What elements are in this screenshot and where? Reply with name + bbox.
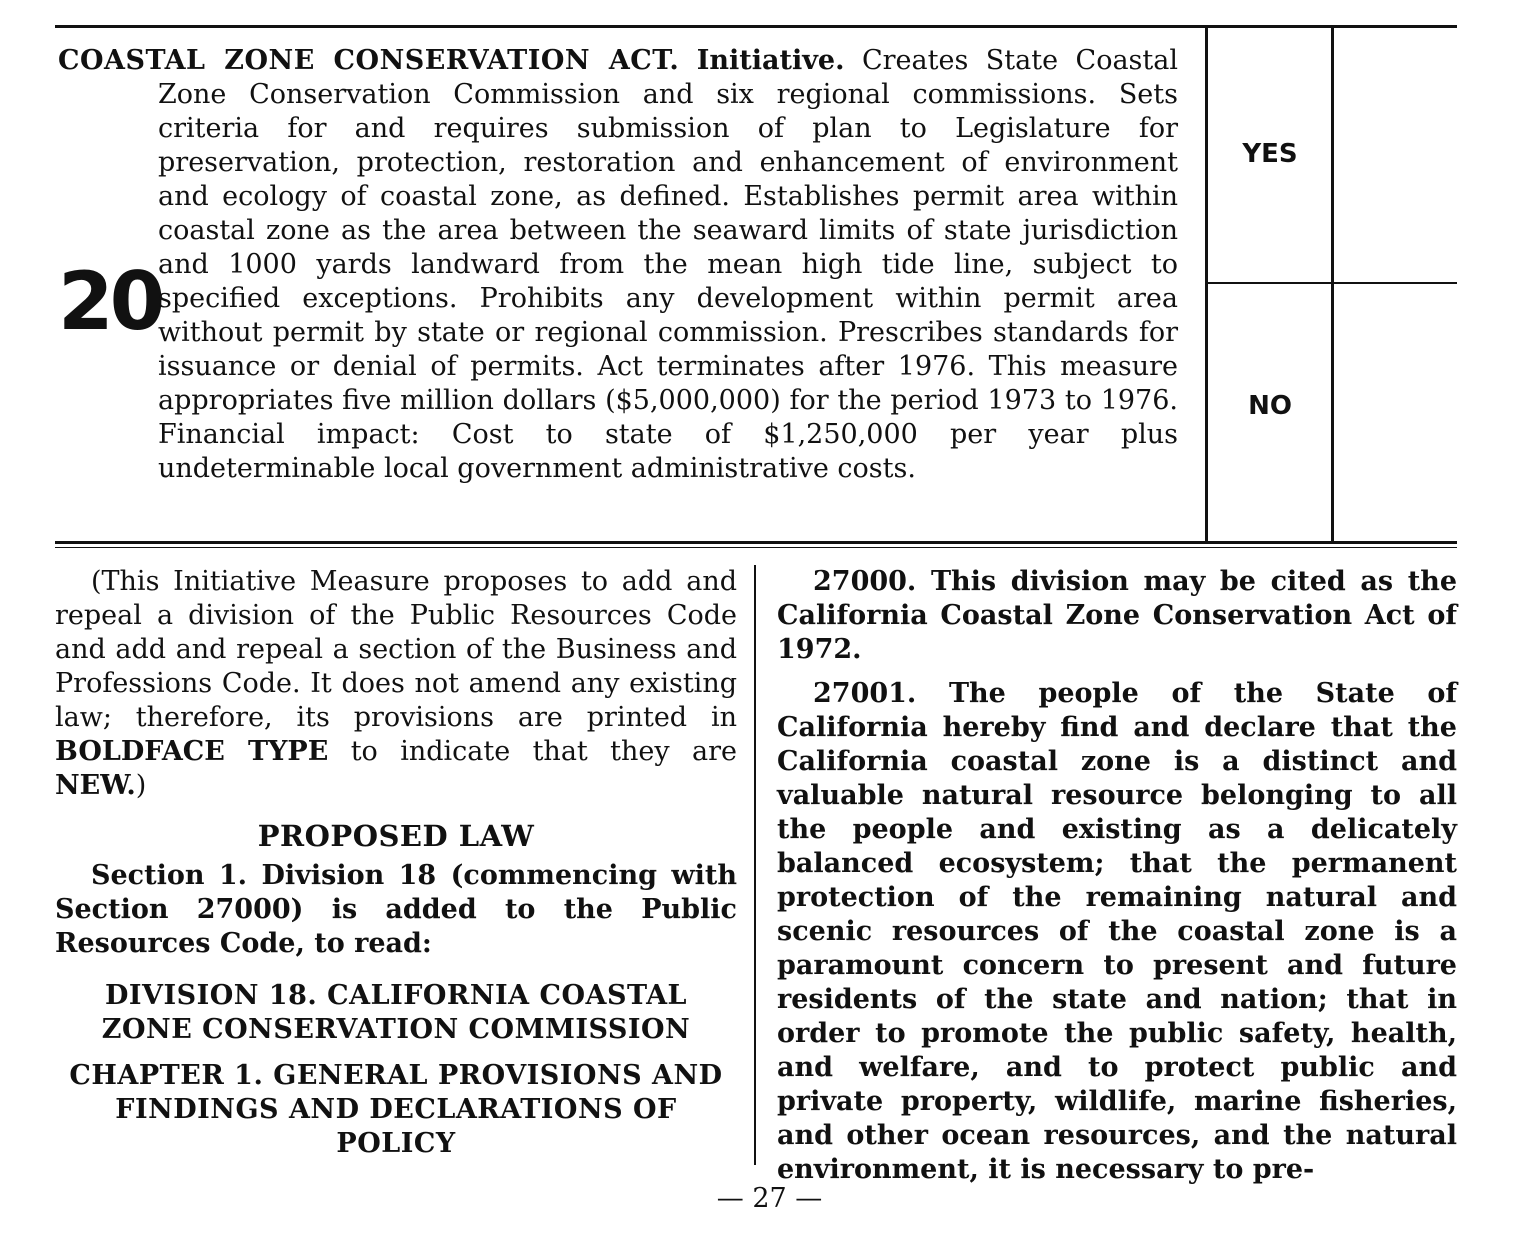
yes-label: YES xyxy=(1242,139,1298,169)
intro-text-c: ) xyxy=(135,770,147,801)
section-rule xyxy=(55,541,1457,544)
no-vote-box[interactable] xyxy=(1334,284,1457,541)
measure-type: Initiative. xyxy=(696,45,845,76)
proposed-law-heading: PROPOSED LAW xyxy=(257,819,535,853)
measure-summary-block xyxy=(58,44,1178,486)
intro-new: NEW. xyxy=(55,770,136,801)
measure-summary: Coastal Zone Conservation Commission and six regional commissions. Sets criteria for and requires submission of plan to Legislature for preservation, protection, restoration and enhancement of environment and ecology of coastal zone, as defined. Establishes permit area within coastal zone as the area between the seaward limits of state jurisdiction and 1000 yards landward from the mean high tide line, subject to specified exceptions. Prohibits any development within permit area without permit by state or regional commission. Prescribes standards for issuance or denial of permits. Act terminates after 1976. This measure appropriates five million dollars ($5,000,000) for the period 1973 to 1976. Financial impact: Cost to state of $1,250,000 per year plus undeterminable local government administrative costs. xyxy=(158,45,1178,484)
no-label: NO xyxy=(1248,391,1292,421)
section-rule-thin xyxy=(55,547,1457,548)
intro-text-b: to indicate that they are xyxy=(350,736,737,767)
left-column xyxy=(55,565,737,1161)
section-1-text: Section 1. Division 18 (commencing with Section 27000) is added to the Public Resources Code, to read: xyxy=(55,860,737,959)
measure-number: 20 xyxy=(58,255,162,348)
section-27001: 27001. The people of the State of California hereby find and declare that the California coastal zone is a distinct and valuable natural resource belonging to all the people and existing as a delicately balanced ecosystem; that the permanent protection of the remaining natural and scenic resources of the coastal zone is a paramount concern to present and future residents of the state and nation; that in order to promote the public safety, health, and welfare, and to protect public and private property, wildlife, marine fisheries, and other ocean resources, and the natural environment, it is necessary to pre- xyxy=(777,678,1457,1185)
section-27000: 27000. This division may be cited as the California Coastal Zone Conservation Act of 1972. xyxy=(777,566,1457,665)
chapter-heading: CHAPTER 1. GENERAL PROVISIONS AND FINDINGS AND DECLARATIONS OF POLICY xyxy=(69,1060,723,1159)
column-divider xyxy=(754,565,756,1165)
measure-title: COASTAL ZONE CONSERVATION ACT. xyxy=(58,45,680,76)
division-heading: DIVISION 18. CALIFORNIA COASTAL ZONE CONSERVATION COMMISSION xyxy=(101,980,691,1045)
yes-vote-box[interactable] xyxy=(1334,28,1457,282)
intro-paragraph xyxy=(55,565,737,803)
right-column xyxy=(777,565,1457,1187)
top-rule xyxy=(55,25,1457,28)
intro-boldface: BOLDFACE TYPE xyxy=(55,736,329,767)
page-number: — 27 — xyxy=(716,1183,823,1214)
measure-summary-first: Creates State xyxy=(861,45,1059,76)
intro-text-a: (This Initiative Measure proposes to add and repeal a division of the Public Resources Code and add and repeal a section of the Business and Professions Code. It does not amend any existing law; therefore, its provisions are printed in xyxy=(55,566,737,733)
